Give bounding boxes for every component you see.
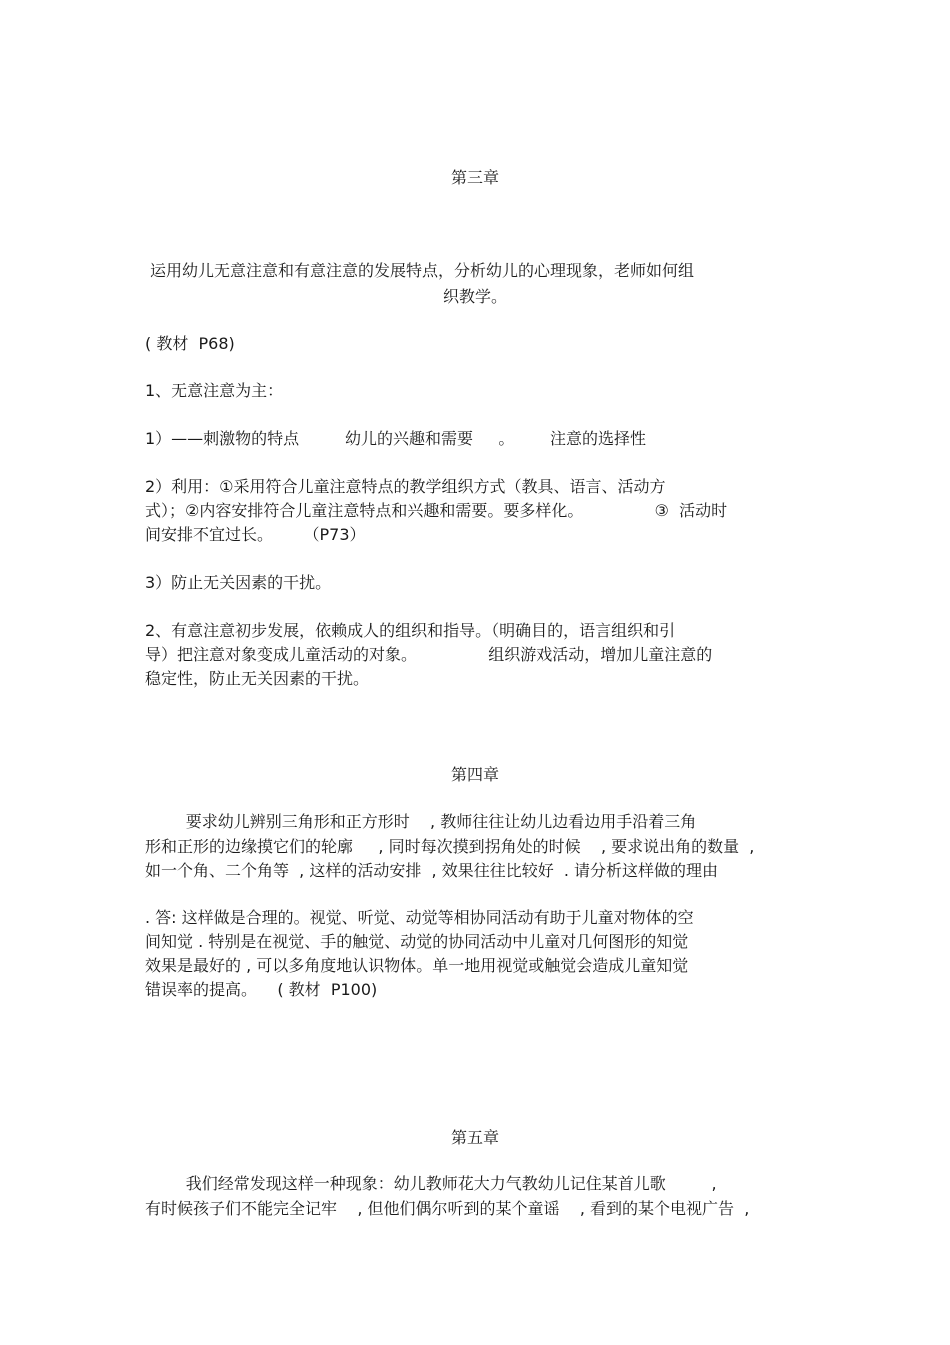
chapter5-question-line-1: 我们经常发现这样一种现象：幼儿教师花大力气教幼儿记住某首儿歌 ,: [145, 1174, 717, 1193]
chapter5-question-line-2: 有时候孩子们不能完全记牢 , 但他们偶尔听到的某个童谣 , 看到的某个电视广告 ,: [145, 1199, 750, 1218]
chapter4-answer-line-1: . 答: 这样做是合理的。视觉、听觉、动觉等相协同活动有助于儿童对物体的空: [145, 908, 694, 927]
chapter3-item-1-1: 1）——刺激物的特点 幼儿的兴趣和需要 。 注意的选择性: [145, 429, 646, 448]
chapter3-item-1-2-line-3: 间安排不宜过长。 （P73）: [145, 525, 366, 544]
chapter4-question-line-1: 要求幼儿辨别三角形和正方形时 , 教师往往让幼儿边看边用手沿着三角: [145, 812, 697, 831]
chapter3-heading: 第三章: [450, 168, 499, 187]
chapter3-question-line-2: 织教学。: [442, 287, 507, 306]
chapter3-item-1-2-line-2: 式）；②内容安排符合儿童注意特点和兴趣和需要。要多样化。 ③ 活动时: [145, 501, 728, 520]
chapter3-item-1-3: 3）防止无关因素的干扰。: [145, 573, 332, 592]
chapter4-answer-line-4: 错误率的提高。 ( 教材 P100): [145, 980, 378, 999]
chapter4-answer-line-2: 间知觉 . 特别是在视觉、手的触觉、动觉的协同活动中儿童对几何图形的知觉: [145, 932, 689, 951]
chapter3-item-1-2-line-1: 2）利用：①采用符合儿童注意特点的教学组织方式（教具、语言、活动方: [145, 477, 666, 496]
chapter4-question-line-3: 如一个角、二个角等 , 这样的活动安排 , 效果往往比较好 . 请分析这样做的理由: [145, 861, 719, 880]
chapter4-question-line-2: 形和正形的边缘摸它们的轮廓 , 同时每次摸到拐角处的时候 , 要求说出角的数量 ,: [145, 837, 755, 856]
chapter4-answer-line-3: 效果是最好的 , 可以多角度地认识物体。单一地用视觉或触觉会造成儿童知觉: [145, 956, 689, 975]
chapter3-item-2-line-1: 2、有意注意初步发展，依赖成人的组织和指导。（明确目的，语言组织和引: [145, 621, 676, 640]
chapter5-heading: 第五章: [450, 1128, 499, 1147]
chapter3-item-2-line-2: 导）把注意对象变成儿童活动的对象。 组织游戏活动，增加儿童注意的: [145, 645, 713, 664]
chapter3-reference: ( 教材 P68): [145, 334, 235, 353]
chapter3-item-2-line-3: 稳定性，防止无关因素的干扰。: [145, 669, 370, 688]
chapter4-heading: 第四章: [450, 765, 499, 784]
chapter3-item-1: 1、无意注意为主：: [145, 381, 284, 400]
chapter3-question-line-1: 运用幼儿无意注意和有意注意的发展特点，分析幼儿的心理现象，老师如何组: [150, 261, 695, 280]
